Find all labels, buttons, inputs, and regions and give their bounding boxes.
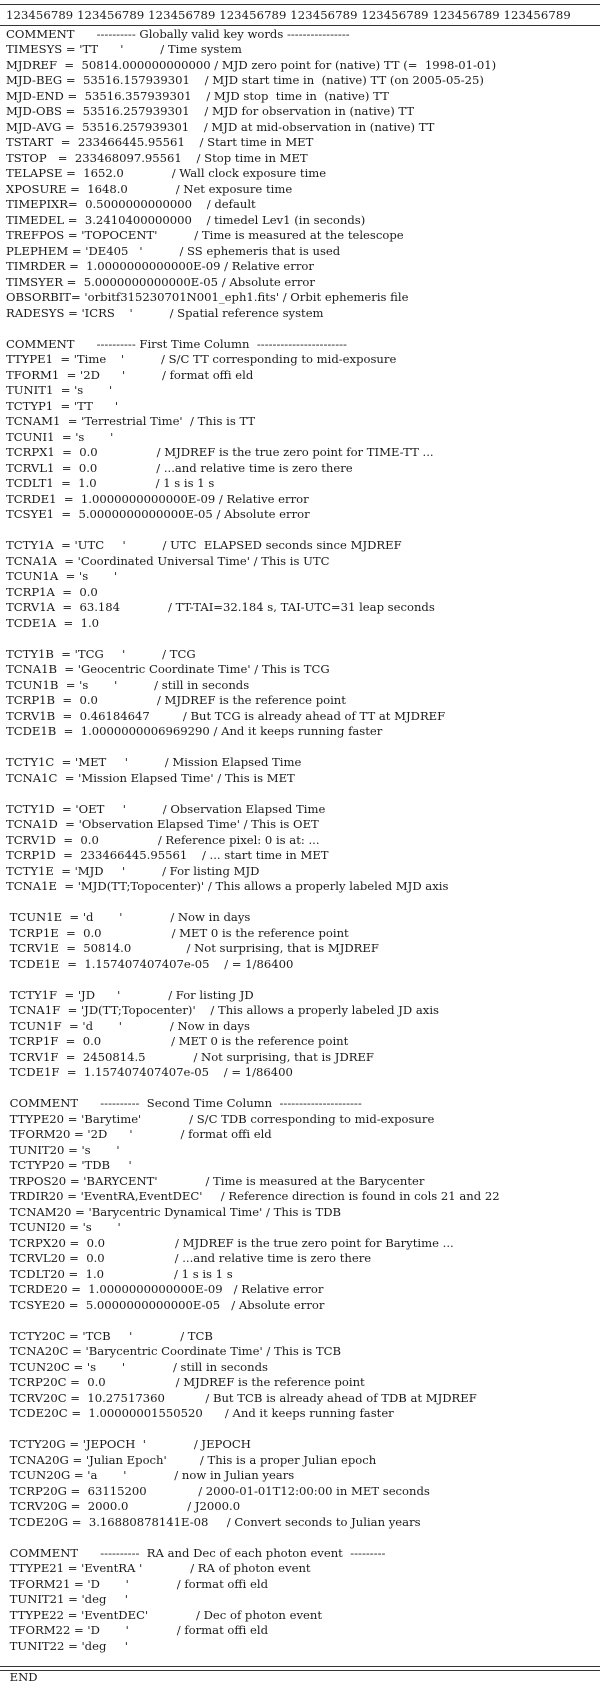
header-card-line: TRPOS20 = 'BARYCENT' / Time is measured at the Barycenter [6,1174,500,1190]
header-card-line: MJD-BEG = 53516.157939301 / MJD start time in (native) TT (on 2005-05-25) [6,73,500,89]
header-card-line: TCRP20C = 0.0 / MJDREF is the reference point [6,1375,500,1391]
blank-line [6,1313,500,1329]
header-card-line: TUNIT1 = 's ' [6,383,500,399]
header-card-line: TUNIT22 = 'deg ' [6,1639,500,1655]
header-card-line: TCUNI20 = 's ' [6,1220,500,1236]
header-card-line: TIMESYS = 'TT ' / Time system [6,42,500,58]
header-card-line: TTYPE20 = 'Barytime' / S/C TDB corresponding to mid-exposure [6,1112,500,1128]
header-card-line: TCNA1F = 'JD(TT;Topocenter)' / This allows a properly labeled JD axis [6,1003,500,1019]
top-rule-outer [0,4,600,5]
header-card-line: TTYPE1 = 'Time ' / S/C TT corresponding to mid-exposure [6,352,500,368]
header-card-line: TCNA20G = 'Julian Epoch' / This is a proper Julian epoch [6,1453,500,1469]
header-card-line: MJD-AVG = 53516.257939301 / MJD at mid-observation in (native) TT [6,120,500,136]
header-card-line: TCTYP1 = 'TT ' [6,399,500,415]
header-card-line: TIMEPIXR= 0.5000000000000 / default [6,197,500,213]
header-card-line: TCRP1B = 0.0 / MJDREF is the reference point [6,693,500,709]
header-card-line: TCDE20C = 1.00000001550520 / And it keeps running faster [6,1406,500,1422]
bottom-rule-inner [0,1666,600,1667]
header-card-line: TCDE1F = 1.157407407407e-05 / = 1/86400 [6,1065,500,1081]
blank-line [6,631,500,647]
header-card-line: TCTY1C = 'MET ' / Mission Elapsed Time [6,755,500,771]
column-ruler: 123456789 123456789 123456789 123456789 123456789 123456789 123456789 123456789 [6,8,571,22]
header-card-line: TCRVL20 = 0.0 / ...and relative time is zero there [6,1251,500,1267]
header-card-line: TSTOP = 233468097.95561 / Stop time in MET [6,151,500,167]
blank-line [6,321,500,337]
blank-line [6,895,500,911]
header-card-line: TCTY1B = 'TCG ' / TCG [6,647,500,663]
header-card-line: TCNA20C = 'Barycentric Coordinate Time' / This is TCB [6,1344,500,1360]
header-card-line: END [6,1670,500,1685]
header-card-line: TCRV1D = 0.0 / Reference pixel: 0 is at: ... [6,833,500,849]
header-card-line: TCUNI1 = 's ' [6,430,500,446]
header-card-line: TCDE1E = 1.157407407407e-05 / = 1/86400 [6,957,500,973]
header-card-line: TCNA1C = 'Mission Elapsed Time' / This is MET [6,771,500,787]
header-card-line: TCSYE20 = 5.0000000000000E-05 / Absolute error [6,1298,500,1314]
header-card-line: COMMENT ---------- Globally valid key words ---------------- [6,27,500,43]
header-card-line: TTYPE21 = 'EventRA ' / RA of photon event [6,1561,500,1577]
header-card-line: TFORM22 = 'D ' / format offi eld [6,1623,500,1639]
header-card-line: TCRV1F = 2450814.5 / Not surprising, that is JDREF [6,1050,500,1066]
blank-line [6,1422,500,1438]
header-card-line: TCRP1E = 0.0 / MET 0 is the reference point [6,926,500,942]
bottom-rule-outer [0,1670,600,1671]
header-card-line: TIMRDER = 1.0000000000000E-09 / Relative error [6,259,500,275]
header-card-line: TCDLT1 = 1.0 / 1 s is 1 s [6,476,500,492]
header-card-line: TCTY1F = 'JD ' / For listing JD [6,988,500,1004]
header-card-line: TCRP1F = 0.0 / MET 0 is the reference point [6,1034,500,1050]
blank-line [6,1654,500,1670]
header-card-line: TUNIT20 = 's ' [6,1143,500,1159]
header-card-line: TIMSYER = 5.0000000000000E-05 / Absolute error [6,275,500,291]
header-card-line: TCUN1A = 's ' [6,569,500,585]
header-card-line: TCRV20C = 10.27517360 / But TCB is already ahead of TDB at MJDREF [6,1391,500,1407]
header-card-line: TCTY1D = 'OET ' / Observation Elapsed Time [6,802,500,818]
header-card-line: TCRPX1 = 0.0 / MJDREF is the true zero point for TIME-TT ... [6,445,500,461]
header-card-line: TCRP1A = 0.0 [6,585,500,601]
header-card-line: TCRP20G = 63115200 / 2000-01-01T12:00:00 in MET seconds [6,1484,500,1500]
header-card-line: TCTY1A = 'UTC ' / UTC ELAPSED seconds since MJDREF [6,538,500,554]
header-card-line: TCRP1D = 233466445.95561 / ... start time in MET [6,848,500,864]
header-card-line: TCUN20G = 'a ' / now in Julian years [6,1468,500,1484]
header-card-line: COMMENT ---------- Second Time Column --------------------- [6,1096,500,1112]
header-card-line: TCDE1B = 1.0000000006969290 / And it keeps running faster [6,724,500,740]
header-card-line: RADESYS = 'ICRS ' / Spatial reference system [6,306,500,322]
header-card-line: TCNA1B = 'Geocentric Coordinate Time' / This is TCG [6,662,500,678]
header-card-line: TCRV1E = 50814.0 / Not surprising, that is MJDREF [6,941,500,957]
header-card-line: TCDE20G = 3.16880878141E-08 / Convert seconds to Julian years [6,1515,500,1531]
header-card-line: COMMENT ---------- RA and Dec of each photon event --------- [6,1546,500,1562]
header-card-line: TRDIR20 = 'EventRA,EventDEC' / Reference direction is found in cols 21 and 22 [6,1189,500,1205]
header-card-line: TUNIT21 = 'deg ' [6,1592,500,1608]
header-card-line: TFORM20 = '2D ' / format offi eld [6,1127,500,1143]
header-card-line: TCRVL1 = 0.0 / ...and relative time is zero there [6,461,500,477]
header-card-line: COMMENT ---------- First Time Column ----------------------- [6,337,500,353]
header-card-line: XPOSURE = 1648.0 / Net exposure time [6,182,500,198]
header-card-line: TCSYE1 = 5.0000000000000E-05 / Absolute error [6,507,500,523]
header-card-line: TTYPE22 = 'EventDEC' / Dec of photon event [6,1608,500,1624]
header-card-line: TCTY20C = 'TCB ' / TCB [6,1329,500,1345]
header-card-line: TCRDE1 = 1.0000000000000E-09 / Relative error [6,492,500,508]
header-card-line: TCRV1B = 0.46184647 / But TCG is already ahead of TT at MJDREF [6,709,500,725]
header-card-line: TCUN1E = 'd ' / Now in days [6,910,500,926]
header-card-line: TCDLT20 = 1.0 / 1 s is 1 s [6,1267,500,1283]
header-card-line: MJDREF = 50814.000000000000 / MJD zero point for (native) TT (= 1998-01-01) [6,58,500,74]
header-card-line: TCNAM1 = 'Terrestrial Time' / This is TT [6,414,500,430]
header-card-line: TSTART = 233466445.95561 / Start time in MET [6,135,500,151]
header-card-line: TCNAM20 = 'Barycentric Dynamical Time' / This is TDB [6,1205,500,1221]
blank-line [6,1081,500,1097]
header-card-line: TCNA1A = 'Coordinated Universal Time' / This is UTC [6,554,500,570]
header-card-line: TCRPX20 = 0.0 / MJDREF is the true zero point for Barytime ... [6,1236,500,1252]
header-card-line: TFORM1 = '2D ' / format offi eld [6,368,500,384]
header-card-line: TIMEDEL = 3.2410400000000 / timedel Lev1 (in seconds) [6,213,500,229]
header-card-line: TCNA1D = 'Observation Elapsed Time' / This is OET [6,817,500,833]
header-card-line: TCDE1A = 1.0 [6,616,500,632]
header-card-line: TCUN1F = 'd ' / Now in days [6,1019,500,1035]
header-card-line: TFORM21 = 'D ' / format offi eld [6,1577,500,1593]
blank-line [6,1530,500,1546]
blank-line [6,972,500,988]
header-card-list [6,27,500,1685]
header-card-line: TCNA1E = 'MJD(TT;Topocenter)' / This allows a properly labeled MJD axis [6,879,500,895]
blank-line [6,786,500,802]
header-card-line: TCRDE20 = 1.0000000000000E-09 / Relative error [6,1282,500,1298]
blank-line [6,523,500,539]
header-card-line: TREFPOS = 'TOPOCENT' / Time is measured at the telescope [6,228,500,244]
header-card-line: OBSORBIT= 'orbitf315230701N001_eph1.fits' / Orbit ephemeris file [6,290,500,306]
header-card-line: PLEPHEM = 'DE405 ' / SS ephemeris that is used [6,244,500,260]
header-card-line: TCTYP20 = 'TDB ' [6,1158,500,1174]
header-card-line: MJD-OBS = 53516.257939301 / MJD for observation in (native) TT [6,104,500,120]
header-card-line: TCTY1E = 'MJD ' / For listing MJD [6,864,500,880]
header-card-line: TCUN1B = 's ' / still in seconds [6,678,500,694]
header-card-line: TELAPSE = 1652.0 / Wall clock exposure time [6,166,500,182]
header-card-line: TCUN20C = 's ' / still in seconds [6,1360,500,1376]
header-card-line: TCRV20G = 2000.0 / J2000.0 [6,1499,500,1515]
header-card-line: TCTY20G = 'JEPOCH ' / JEPOCH [6,1437,500,1453]
header-card-line: TCRV1A = 63.184 / TT-TAI=32.184 s, TAI-UTC=31 leap seconds [6,600,500,616]
header-card-line: MJD-END = 53516.357939301 / MJD stop time in (native) TT [6,89,500,105]
blank-line [6,740,500,756]
